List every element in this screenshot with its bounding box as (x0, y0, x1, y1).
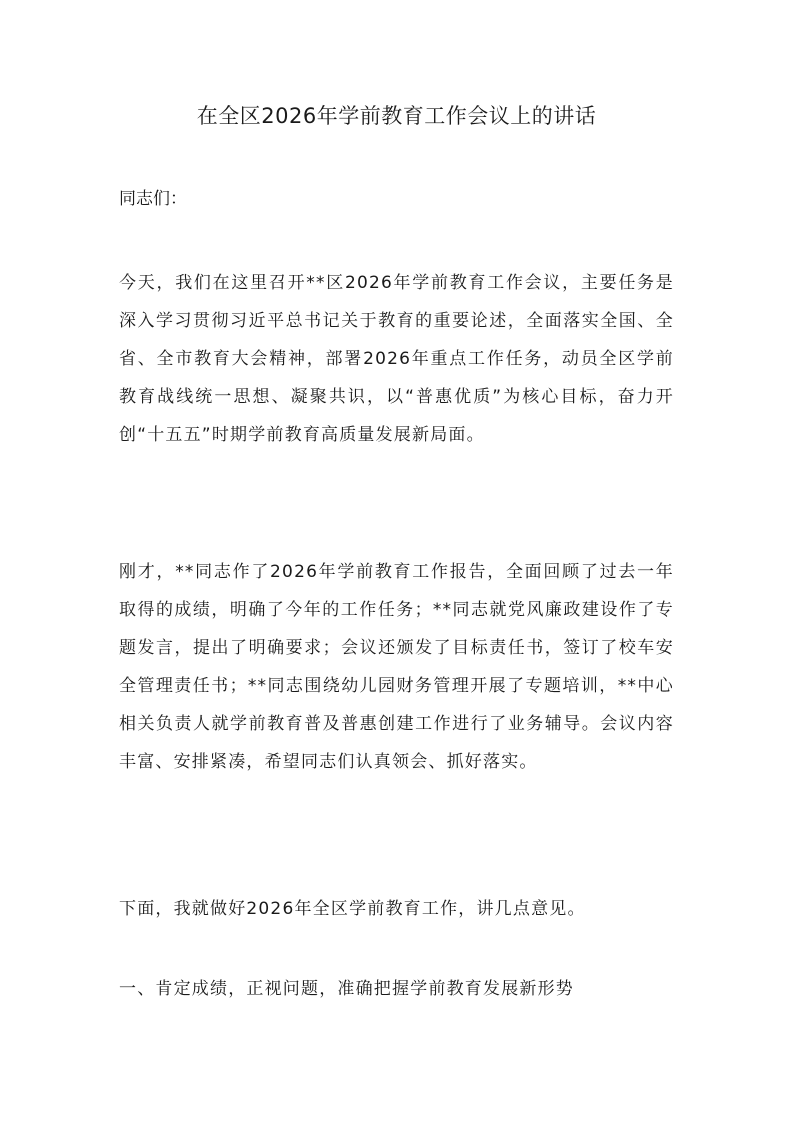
paragraph-review: 刚才，**同志作了2026年学前教育工作报告，全面回顾了过去一年取得的成绩，明确了今年的工作任务；**同志就党风廉政建设作了专题发言，提出了明确要求；会议还颁发了目标责任书，签订了校车安全管理责任书；**同志围绕幼儿园财务管理开展了专题培训，**中心相关负责人就学前教育普及普惠创建工作进行了业务辅导。会议内容丰富、安排紧凑，希望同志们认真领会、抓好落实。 (119, 562, 674, 772)
paragraph-transition: 下面，我就做好2026年全区学前教育工作，讲几点意见。 (119, 899, 586, 919)
paragraph-opening: 今天，我们在这里召开**区2026年学前教育工作会议，主要任务是深入学习贯彻习近平总书记关于教育的重要论述，全面落实全国、全省、全市教育大会精神，部署2026年重点工作任务，动员全区学前教育战线统一思想、凝聚共识，以“普惠优质”为核心目标，奋力开创“十五五”时期学前教育高质量发展新局面。 (119, 273, 674, 445)
salutation: 同志们： (119, 189, 187, 209)
section-heading-1: 一、肯定成绩，正视问题，准确把握学前教育发展新形势 (119, 979, 574, 999)
document-title: 在全区2026年学前教育工作会议上的讲话 (196, 104, 597, 128)
